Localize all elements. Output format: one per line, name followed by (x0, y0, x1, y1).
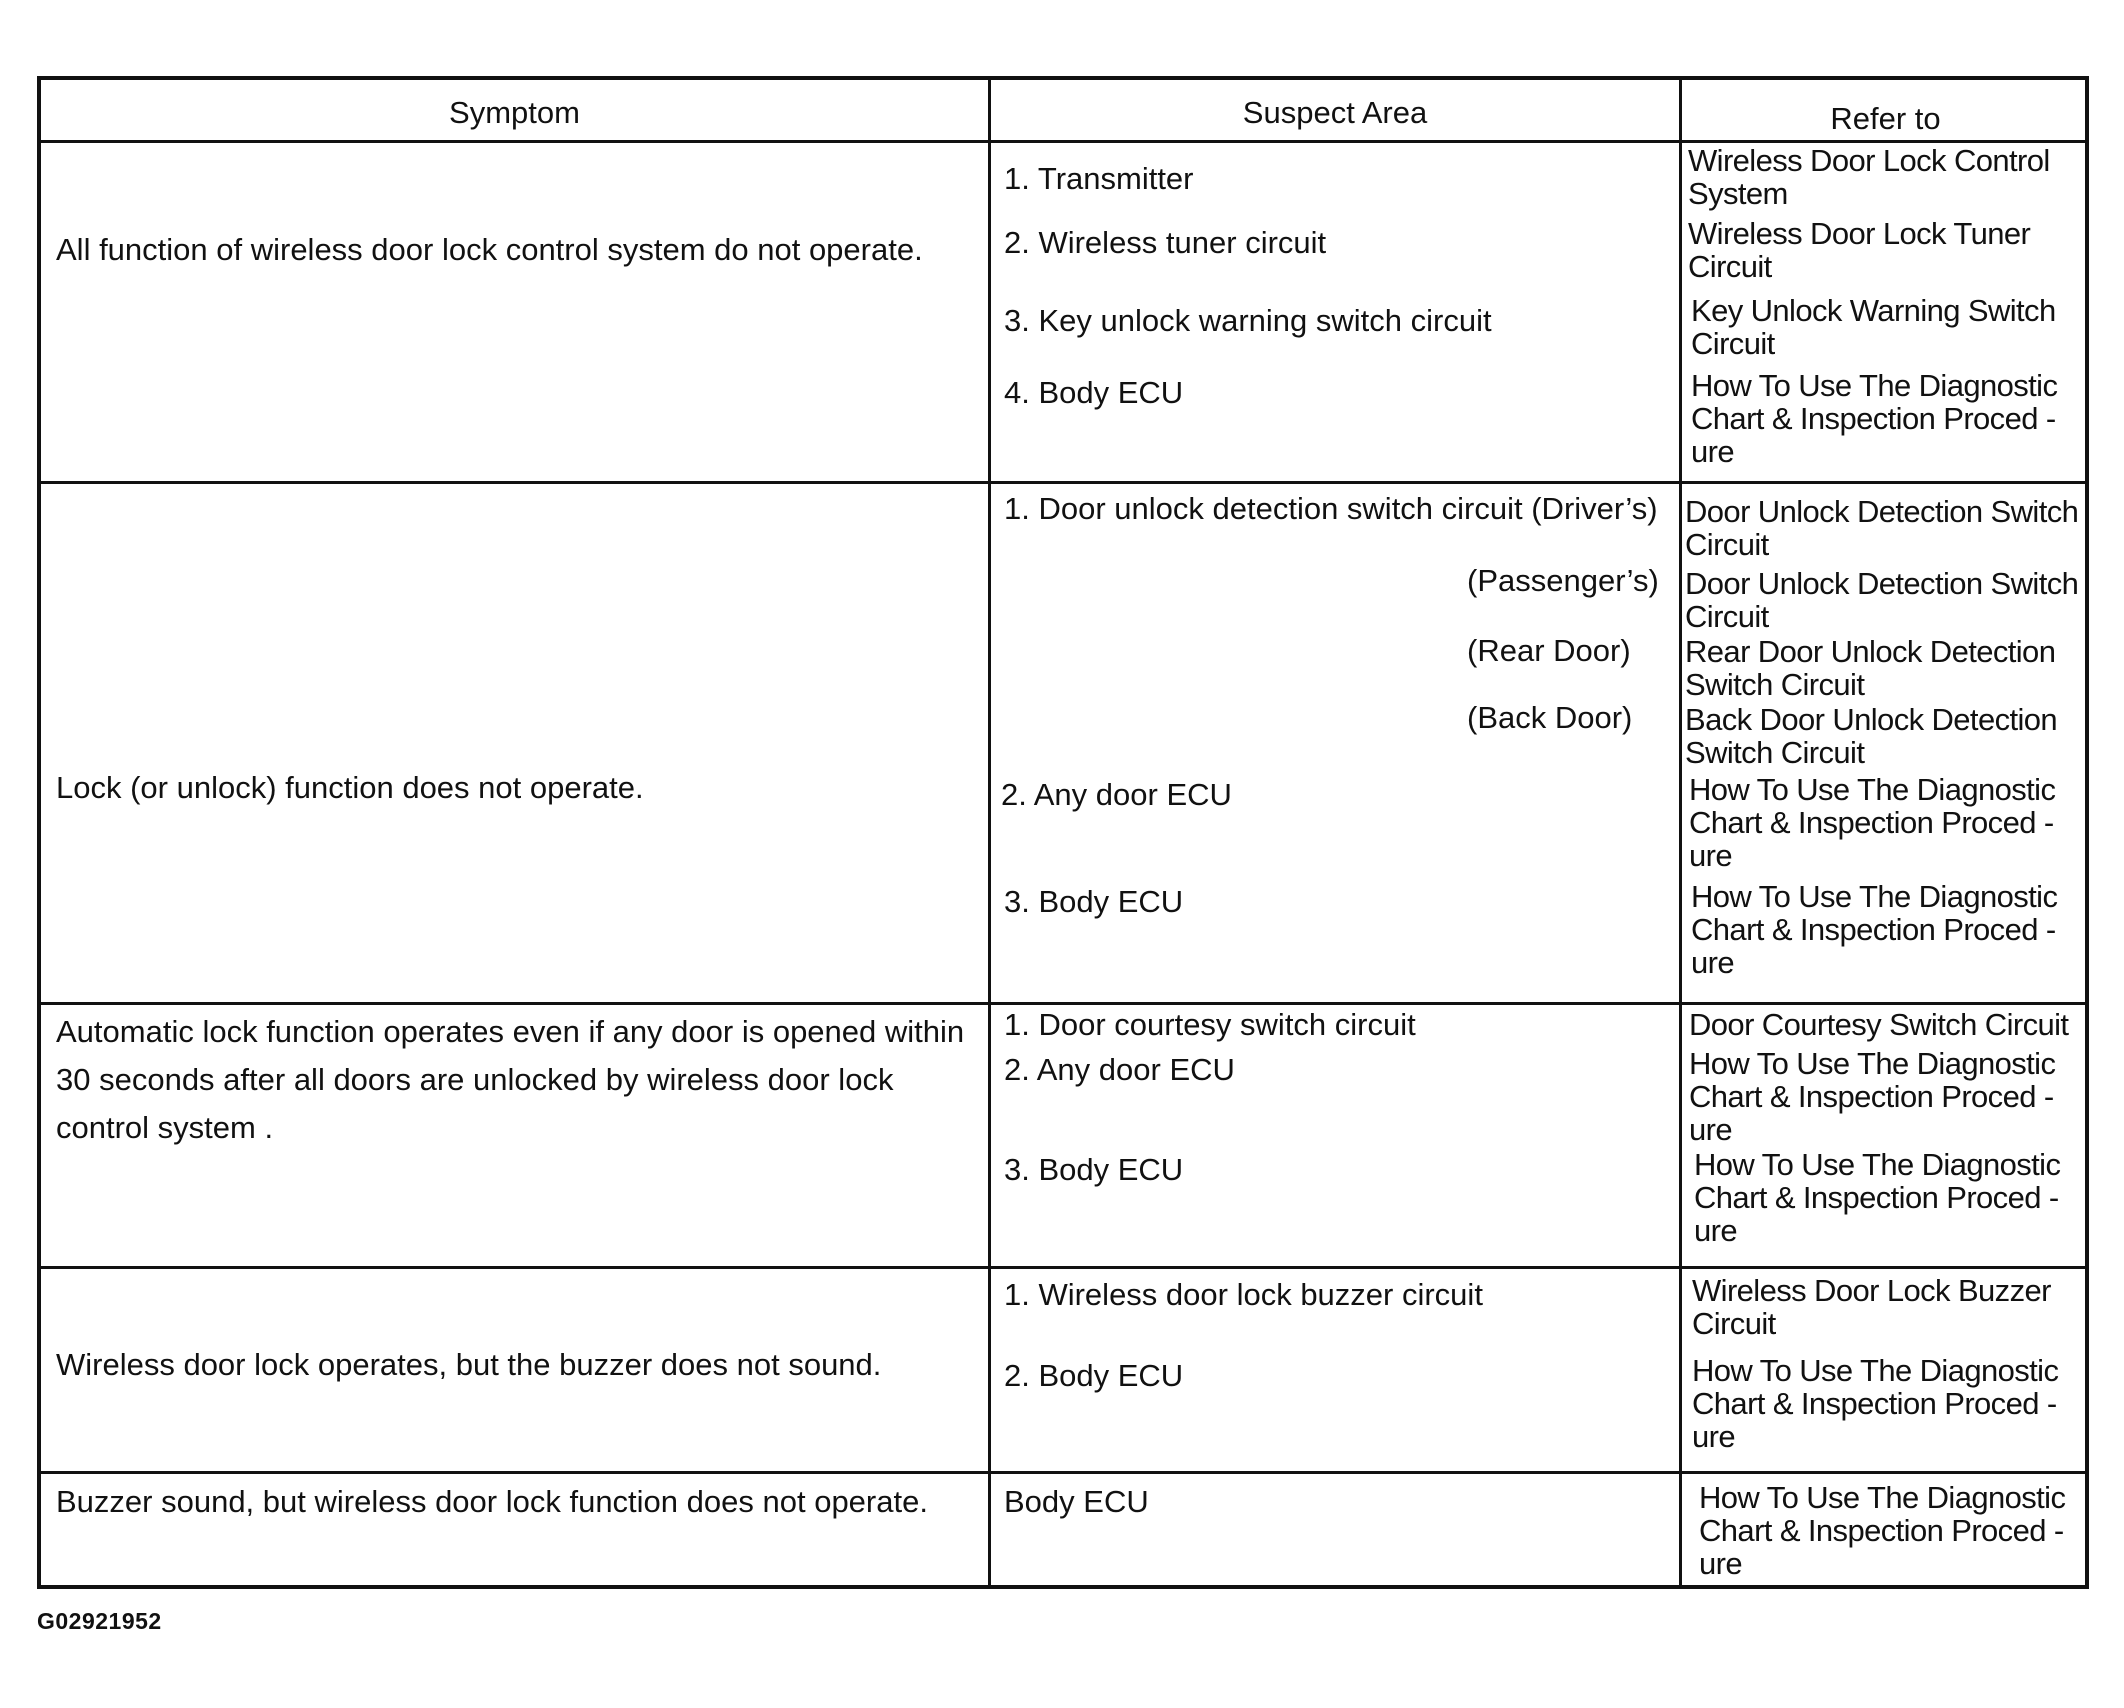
refer-item: How To Use The Diagnostic Chart & Inspection Proced - ure (1691, 368, 2058, 469)
suspect-item: 2. Any door ECU (1004, 1052, 1235, 1087)
refer-item: Door Unlock Detection Switch Circuit (1685, 494, 2079, 562)
header-symptom: Symptom (449, 95, 580, 130)
refer-item: How To Use The Diagnostic Chart & Inspection Proced - ure (1694, 1147, 2061, 1248)
refer-item: Wireless Door Lock Buzzer Circuit (1692, 1273, 2051, 1341)
row-divider (41, 481, 2085, 484)
suspect-item: 1. Door courtesy switch circuit (1004, 1007, 1416, 1042)
refer-item: Wireless Door Lock Control System (1688, 143, 2050, 211)
refer-item: Back Door Unlock Detection Switch Circuit (1685, 702, 2058, 770)
suspect-item: 2. Wireless tuner circuit (1004, 225, 1327, 260)
column-divider (988, 80, 991, 1585)
header-suspect-area: Suspect Area (1242, 95, 1428, 130)
refer-item: Door Unlock Detection Switch Circuit (1685, 566, 2079, 634)
suspect-item: Body ECU (1004, 1484, 1149, 1519)
symptom-cell: Buzzer sound, but wireless door lock function does not operate. (56, 1484, 928, 1519)
suspect-item: (Rear Door) (1467, 633, 1631, 668)
figure-id: G02921952 (37, 1608, 162, 1634)
refer-item: How To Use The Diagnostic Chart & Inspection Proced - ure (1699, 1480, 2066, 1581)
suspect-item: (Back Door) (1467, 700, 1633, 735)
refer-item: Key Unlock Warning Switch Circuit (1691, 293, 2056, 361)
suspect-item: 1. Door unlock detection switch circuit (Driver’s) (1004, 491, 1658, 526)
suspect-item: 1. Wireless door lock buzzer circuit (1004, 1277, 1483, 1312)
suspect-item: 1. Transmitter (1004, 161, 1194, 196)
refer-item: Wireless Door Lock Tuner Circuit (1688, 216, 2031, 284)
column-divider (1679, 80, 1682, 1585)
suspect-item: 3. Key unlock warning switch circuit (1004, 303, 1492, 338)
refer-item: How To Use The Diagnostic Chart & Inspection Proced - ure (1689, 1046, 2056, 1147)
refer-item: How To Use The Diagnostic Chart & Inspection Proced - ure (1689, 772, 2056, 873)
diagnostic-table (37, 76, 2089, 1589)
suspect-item: 2. Any door ECU (1001, 777, 1232, 812)
suspect-item: 3. Body ECU (1004, 1152, 1184, 1187)
refer-item: How To Use The Diagnostic Chart & Inspection Proced - ure (1692, 1353, 2059, 1454)
header-refer-to: Refer to (1830, 101, 1941, 136)
refer-item: Rear Door Unlock Detection Switch Circuit (1685, 634, 2056, 702)
refer-item: Door Courtesy Switch Circuit (1689, 1007, 2069, 1042)
suspect-item: (Passenger’s) (1467, 563, 1659, 598)
row-divider (41, 1266, 2085, 1269)
symptom-cell: Lock (or unlock) function does not operate. (56, 770, 644, 805)
symptom-cell: Automatic lock function operates even if any door is opened within 30 seconds after all doors are unlocked by wireless door lock control system . (56, 1014, 965, 1145)
refer-item: How To Use The Diagnostic Chart & Inspection Proced - ure (1691, 879, 2058, 980)
symptom-cell: All function of wireless door lock control system do not operate. (56, 232, 923, 267)
symptom-cell: Wireless door lock operates, but the buzzer does not sound. (56, 1347, 882, 1382)
row-divider (41, 1002, 2085, 1005)
suspect-item: 4. Body ECU (1004, 375, 1184, 410)
suspect-item: 2. Body ECU (1004, 1358, 1184, 1393)
row-divider (41, 1471, 2085, 1474)
suspect-item: 3. Body ECU (1004, 884, 1184, 919)
